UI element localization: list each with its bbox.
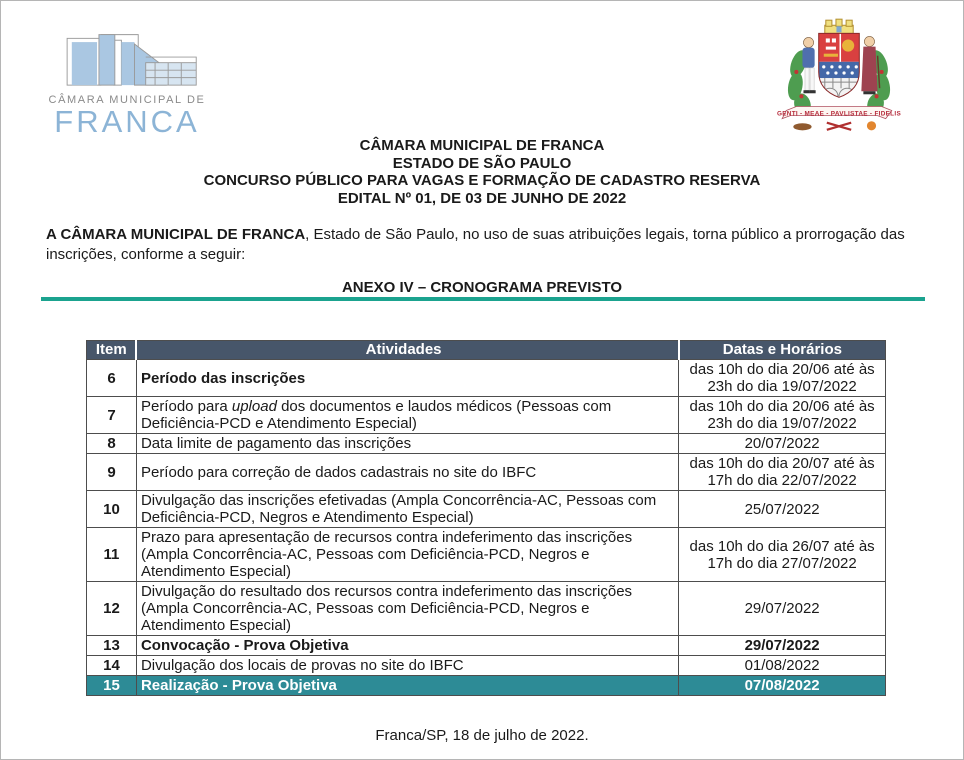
activity-cell: Data limite de pagamento das inscrições [136,434,678,454]
header-line-edital: EDITAL Nº 01, DE 03 DE JUNHO DE 2022 [337,189,627,207]
activity-cell: Divulgação das inscrições efetivadas (Ampla Concorrência-AC, Pessoas com Deficiência-PCD, Negros e Atendimento Especial) [136,491,678,528]
date-cell: das 10h do dia 26/07 até às 17h do dia 27/07/2022 [679,528,886,582]
header-line-institution: CÂMARA MUNICIPAL DE FRANCA [359,137,605,154]
intro-rest-text: , Estado de São Paulo, no uso de suas atribuições legais, torna público a prorrogação das inscrições, conforme a seguir: [46,226,905,263]
schedule-table [86,340,886,696]
date-cell: 29/07/2022 [679,582,886,636]
logo-name: FRANCA [54,104,200,139]
teal-divider [41,297,925,301]
activity-cell: Prazo para apresentação de recursos contra indeferimento das inscrições (Ampla Concorrência-AC, Pessoas com Deficiência-PCD, Negros e Atendimento Especial) [136,528,678,582]
item-cell: 12 [87,582,137,636]
table-row [87,528,886,582]
intro-paragraph [46,225,921,265]
date-cell: 25/07/2022 [679,491,886,528]
activity-cell: Realização - Prova Objetiva [136,676,678,696]
footer-dateline: Franca/SP, 18 de julho de 2022. [375,727,589,744]
crossed-sticks-icon [827,123,851,130]
header-line-contest: CONCURSO PÚBLICO PARA VAGAS E FORMAÇÃO DE CADASTRO RESERVA [203,172,761,189]
date-cell: das 10h do dia 20/07 até às 17h do dia 22/07/2022 [679,454,886,491]
table-header-row [87,341,886,360]
item-cell: 11 [87,528,137,582]
activity-cell: Divulgação dos locais de provas no site do IBFC [136,656,678,676]
date-cell: 07/08/2022 [679,676,886,696]
date-cell: das 10h do dia 20/06 até às 23h do dia 19/07/2022 [679,360,886,397]
schedule-table-body [87,360,886,696]
date-cell: 29/07/2022 [679,636,886,656]
col-header-activities: Atividades [136,341,678,360]
table-row [87,656,886,676]
camara-franca-logo [47,29,207,137]
date-cell: das 10h do dia 20/06 até às 23h do dia 19/07/2022 [679,397,886,434]
table-row [87,397,886,434]
activity-cell: Convocação - Prova Objetiva [136,636,678,656]
item-cell: 10 [87,491,137,528]
date-cell: 20/07/2022 [679,434,886,454]
table-row [87,434,886,454]
table-row [87,676,886,696]
item-cell: 14 [87,656,137,676]
boot-icon [793,123,811,130]
date-cell: 01/08/2022 [679,656,886,676]
ball-icon [867,121,876,130]
table-row [87,360,886,397]
item-cell: 13 [87,636,137,656]
activity-cell: Período das inscrições [136,360,678,397]
logo-caption: CÂMARA MUNICIPAL DE [48,94,206,106]
item-cell: 6 [87,360,137,397]
motto-ribbon [777,106,901,118]
item-cell: 8 [87,434,137,454]
table-row [87,491,886,528]
col-header-dates: Datas e Horários [679,341,886,360]
activity-cell: Período para upload dos documentos e laudos médicos (Pessoas com Deficiência-PCD e Atendimento Especial) [136,397,678,434]
header-line-state: ESTADO DE SÃO PAULO [392,154,572,172]
item-cell: 7 [87,397,137,434]
left-supporter-figure [802,37,815,93]
activity-cell: Divulgação do resultado dos recursos contra indeferimento das inscrições (Ampla Concorrência-AC, Pessoas com Deficiência-PCD, Negros e Atendimento Especial) [136,582,678,636]
intro-bold-text: A CÂMARA MUNICIPAL DE FRANCA [46,226,306,243]
table-row [87,582,886,636]
col-header-item: Item [87,341,137,360]
activity-cell: Período para correção de dados cadastrais no site do IBFC [136,454,678,491]
document-header [1,137,963,207]
mural-crown-icon [825,19,853,33]
table-row [87,636,886,656]
item-cell: 9 [87,454,137,491]
item-cell: 15 [87,676,137,696]
franca-coat-of-arms [772,15,906,135]
building-illustration-icon [52,29,202,87]
annex-title: ANEXO IV – CRONOGRAMA PREVISTO [341,279,623,296]
crest-motto: GENTI - MEAE - PAVLISTAE - FIDELIS [776,110,902,118]
table-row [87,454,886,491]
